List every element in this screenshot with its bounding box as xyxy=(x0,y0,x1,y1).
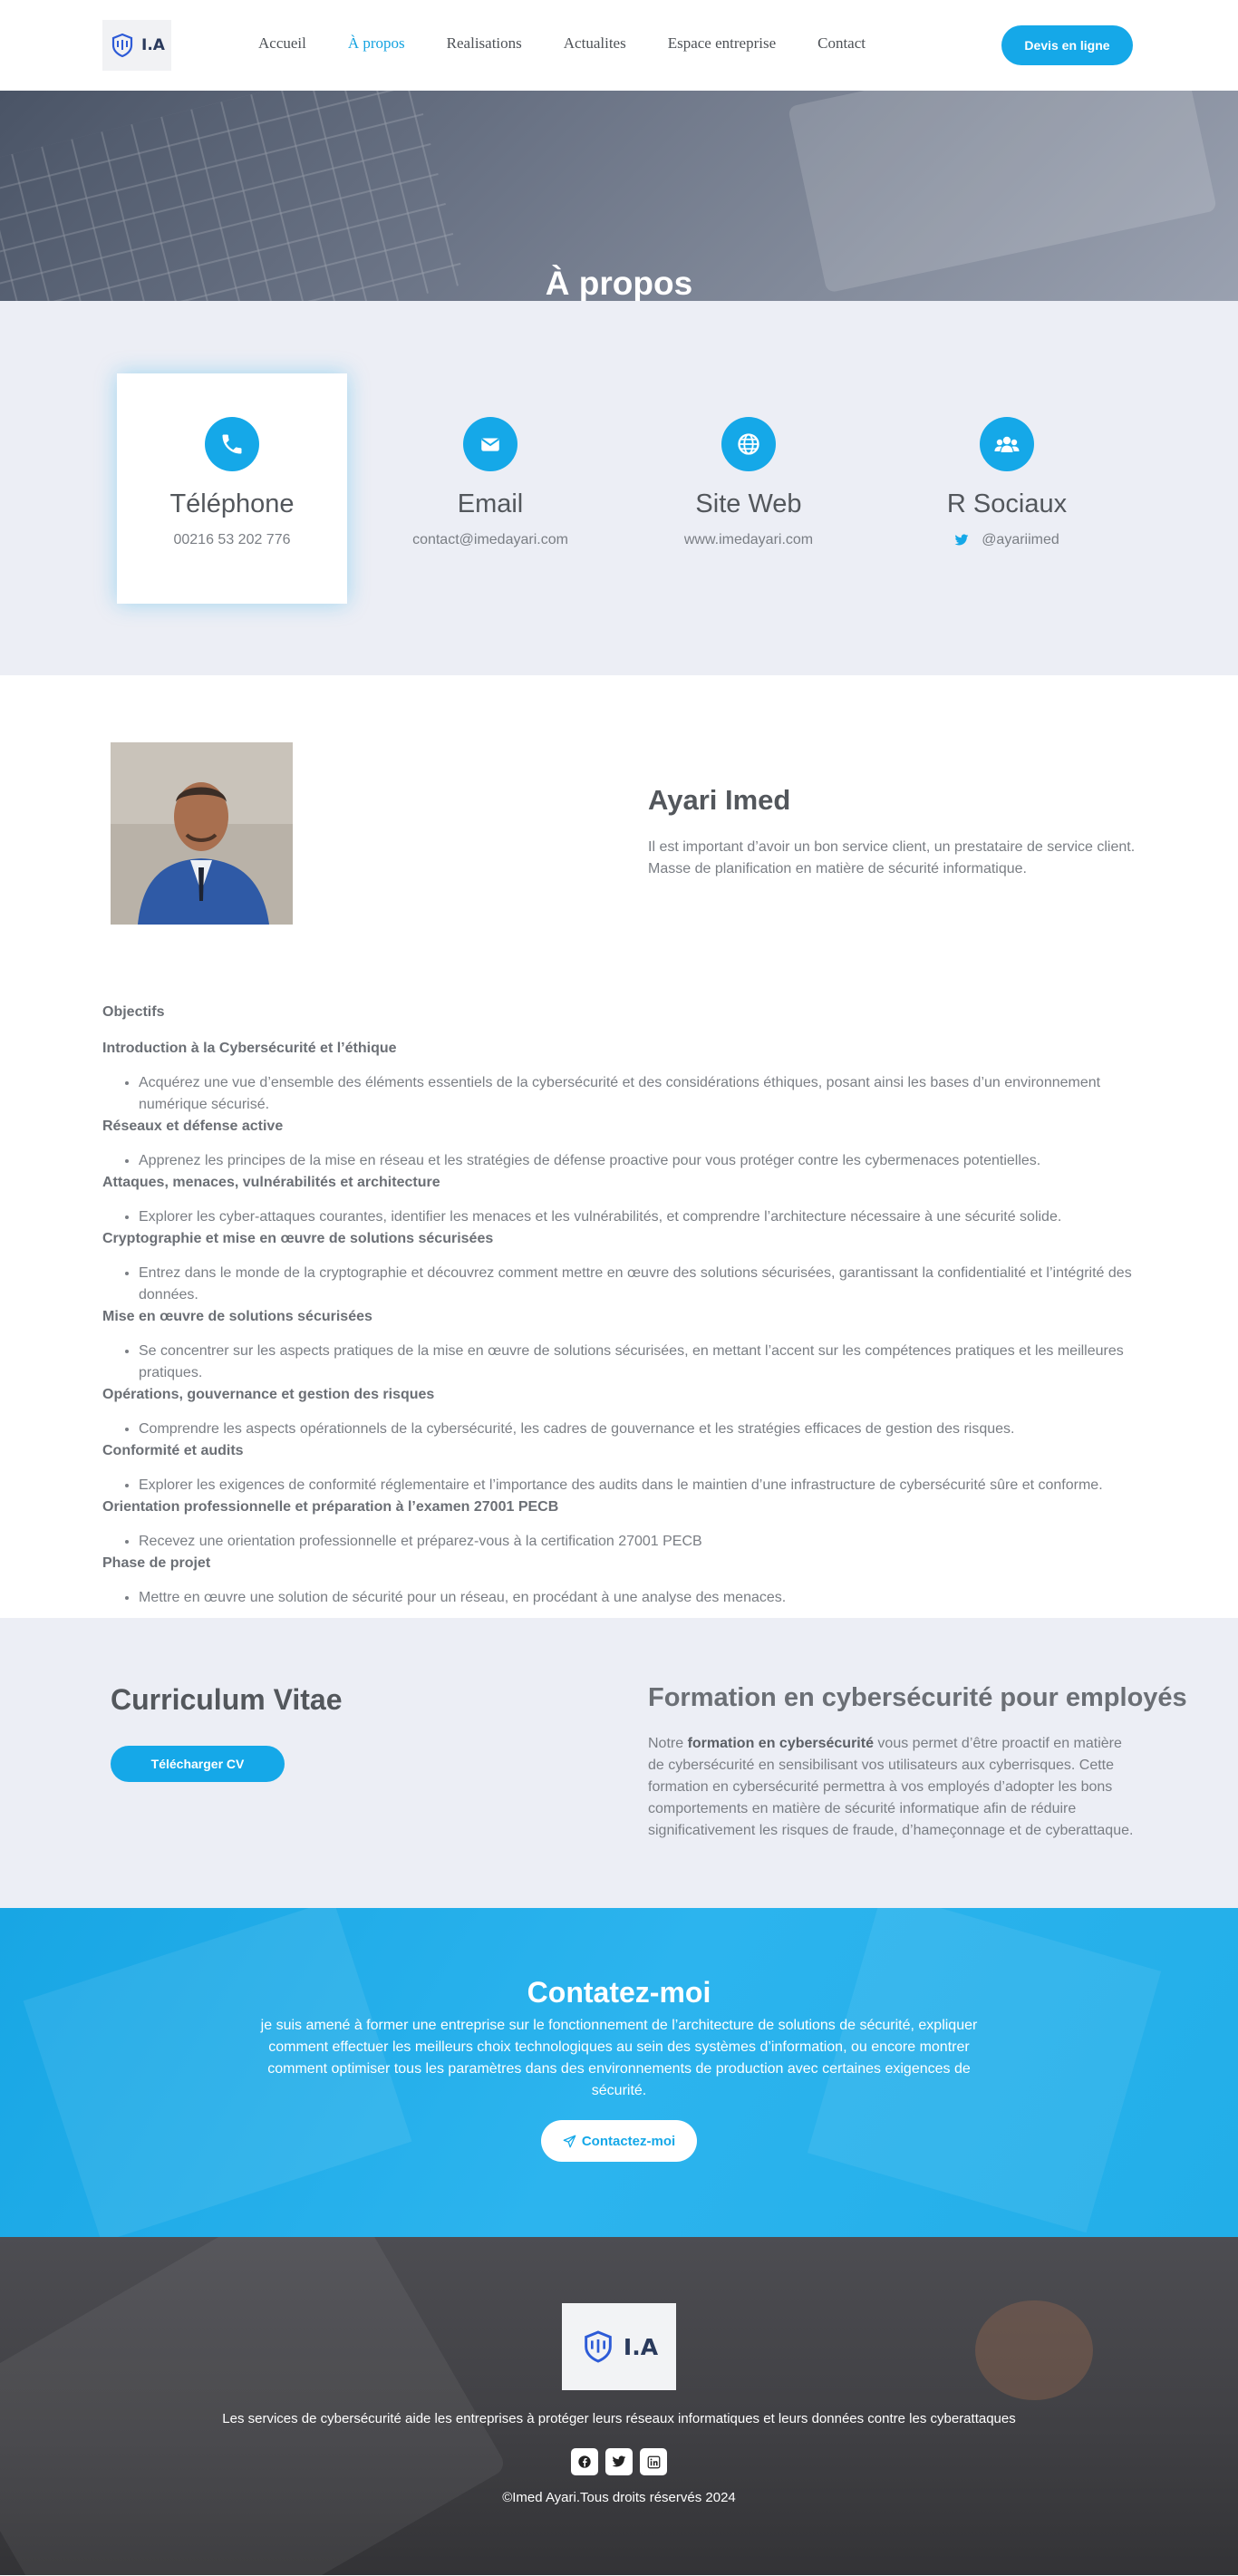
card-telephone xyxy=(117,373,347,604)
nav-link-espace-entreprise[interactable]: Espace entreprise xyxy=(667,34,777,52)
objectives-heading: Objectifs xyxy=(102,1004,165,1020)
download-cv-button[interactable]: Télécharger CV xyxy=(111,1746,285,1782)
site-logo[interactable] xyxy=(102,20,171,71)
linkedin-icon[interactable] xyxy=(640,2448,667,2475)
objective-section-title: Conformité et audits xyxy=(102,1443,244,1458)
nav-link-contact[interactable]: Contact xyxy=(817,34,866,52)
contact-banner xyxy=(0,1908,1238,2237)
cv-section xyxy=(0,1618,1238,1908)
shield-logo-icon xyxy=(109,32,136,59)
laptop-background xyxy=(0,2237,508,2575)
shield-logo-icon xyxy=(580,2327,616,2367)
users-icon xyxy=(980,417,1034,471)
objective-section-title: Introduction à la Cybersécurité et l’éthique xyxy=(102,1041,397,1056)
card-email xyxy=(375,373,605,604)
site-footer xyxy=(0,2237,1238,2575)
nav-link-a-propos[interactable]: À propos xyxy=(347,34,405,52)
contact-title: Contatez-moi xyxy=(527,1976,711,2009)
objective-list xyxy=(102,1072,1136,1116)
objective-section-title: Mise en œuvre de solutions sécurisées xyxy=(102,1309,372,1324)
objectives-block xyxy=(0,675,1238,1609)
formation-description: Notre formation en cybersécurité vous permet d’être proactif en matière de cybersécurité en sensibilisant vos utilisateurs aux cyberrisques. Cette formation en cybersécurité permettra à vos employés d’adopter les bons comportements en matière de sécurité informatique afin de réduire significativement les risques de fraude, d’hameçonnage et de cyberattaque. xyxy=(648,1736,1134,1838)
objective-section-title: Phase de projet xyxy=(102,1555,211,1571)
objective-section-title: Attaques, menaces, vulnérabilités et architecture xyxy=(102,1175,440,1190)
card-value[interactable]: www.imedayari.com xyxy=(683,532,814,547)
objective-list xyxy=(102,1419,1136,1440)
nav-link-actualites[interactable]: Actualites xyxy=(563,34,626,52)
page-title: À propos xyxy=(545,265,693,301)
objective-section-title: Cryptographie et mise en œuvre de solutions sécurisées xyxy=(102,1231,494,1246)
card-reseaux-sociaux xyxy=(892,373,1122,604)
profile-description: Il est important d’avoir un bon service client, un prestataire de service client. Masse de planification en matière de sécurité informatique. xyxy=(648,839,1136,876)
list-item: • Entrez dans le monde de la cryptographie et découvrez comment mettre en œuvre des solutions sécurisées, garantissant la confidentialité et l’intégrité des données. xyxy=(139,1263,1136,1306)
objective-section-title: Orientation professionnelle et préparation à l’examen 27001 PECB xyxy=(102,1499,559,1515)
nav-link-accueil[interactable]: Accueil xyxy=(258,34,306,52)
formation-title: Formation en cybersécurité pour employés xyxy=(648,1683,1187,1712)
footer-logo[interactable] xyxy=(562,2303,676,2390)
contact-text: je suis amené à former une entreprise sur le fonctionnement de l’architecture de solutions de sécurité, expliquer comment effectuer les meilleurs choix technologiques au sein des systèmes d’information, ou encore montrer comment optimiser tous les paramètres dans des environnements de production avec certaines exigences de sécurité. xyxy=(260,2018,978,2098)
tablet-background xyxy=(788,91,1217,293)
paper-plane-icon xyxy=(563,2135,576,2148)
objective-list xyxy=(102,1587,1136,1609)
card-value: 00216 53 202 776 xyxy=(173,532,291,547)
logo-text: I.A xyxy=(141,36,165,54)
objective-list xyxy=(102,1150,1136,1172)
card-title: Téléphone xyxy=(169,489,295,518)
objective-list xyxy=(102,1263,1136,1306)
card-value[interactable]: @ayariimed xyxy=(892,532,1122,548)
list-item: • Acquérez une vue d’ensemble des éléments essentiels de la cybersécurité et des considérations éthiques, posant ainsi les bases d’un environnement numérique sécurisé. xyxy=(139,1072,1136,1116)
list-item: • Mettre en œuvre une solution de sécurité pour un réseau, en procédant à une analyse des menaces. xyxy=(139,1587,1136,1609)
facebook-icon[interactable] xyxy=(571,2448,598,2475)
copyright-text: ©Imed Ayari.Tous droits réservés 2024 xyxy=(502,2490,736,2505)
list-item: • Recevez une orientation professionnelle et préparez-vous à la certification 27001 PECB xyxy=(139,1531,1136,1553)
cup-background xyxy=(975,2300,1093,2400)
twitter-icon[interactable] xyxy=(605,2448,633,2475)
objective-list xyxy=(102,1531,1136,1553)
nav-link-realisations[interactable]: Realisations xyxy=(446,34,522,52)
card-site-web xyxy=(634,373,864,604)
contact-info-section xyxy=(0,301,1238,675)
main-menu xyxy=(258,34,907,53)
objective-list xyxy=(102,1341,1136,1384)
cv-title: Curriculum Vitae xyxy=(111,1683,343,1716)
globe-icon xyxy=(721,417,776,471)
objective-list xyxy=(102,1475,1136,1496)
about-section xyxy=(0,675,1238,1618)
footer-tagline: Les services de cybersécurité aide les entreprises à protéger leurs réseaux informatiques et leurs données contre les cyberattaques xyxy=(222,2411,1016,2426)
card-title: R Sociaux xyxy=(946,489,1068,518)
envelope-icon xyxy=(463,417,517,471)
list-item: • Comprendre les aspects opérationnels de la cybersécurité, les cadres de gouvernance et les stratégies efficaces de gestion des risques. xyxy=(139,1419,1136,1440)
list-item: • Apprenez les principes de la mise en réseau et les stratégies de défense proactive pour vous protéger contre les cybermenaces potentielles. xyxy=(139,1150,1136,1172)
card-title: Email xyxy=(457,489,524,518)
list-item: • Explorer les cyber-attaques courantes, identifier les menaces et les vulnérabilités, et comprendre l’architecture nécessaire à une sécurité solide. xyxy=(139,1206,1136,1228)
twitter-icon[interactable] xyxy=(954,534,969,547)
devis-button[interactable]: Devis en ligne xyxy=(1001,25,1133,65)
contact-me-button[interactable]: Contactez-moi xyxy=(541,2120,697,2162)
logo-text: I.A xyxy=(623,2333,659,2360)
objective-section-title: Réseaux et défense active xyxy=(102,1119,284,1134)
list-item: • Explorer les exigences de conformité réglementaire et l’importance des audits dans le maintien d’une infrastructure de cybersécurité sûre et conforme. xyxy=(139,1475,1136,1496)
social-links xyxy=(571,2448,667,2475)
hero-banner xyxy=(0,91,1238,301)
objective-list xyxy=(102,1206,1136,1228)
objective-section-title: Opérations, gouvernance et gestion des risques xyxy=(102,1387,435,1402)
profile-name: Ayari Imed xyxy=(648,784,791,816)
list-item: • Se concentrer sur les aspects pratiques de la mise en œuvre de solutions sécurisées, en mettant l’accent sur les compétences pratiques et les meilleures pratiques. xyxy=(139,1341,1136,1384)
top-navbar xyxy=(0,0,1238,91)
phone-icon xyxy=(205,417,259,471)
card-title: Site Web xyxy=(695,489,802,518)
card-value[interactable]: contact@imedayari.com xyxy=(412,532,568,547)
